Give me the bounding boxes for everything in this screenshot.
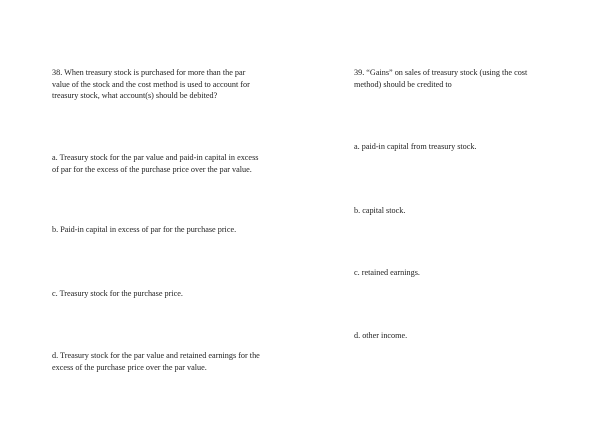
question-38-option-d: d. Treasury stock for the par value and retained earnings for the excess of the purchase price over the par value.	[52, 351, 260, 372]
question-39-option-d: d. other income.	[354, 331, 408, 340]
question-38-stem: 38. When treasury stock is purchased for more than the par value of the stock and the cost method is used to account for treasury stock, what account(s) should be debited?	[52, 68, 250, 100]
question-38-option-c: c. Treasury stock for the purchase price.	[52, 289, 183, 298]
question-38-option-a: a. Treasury stock for the par value and paid-in capital in excess of par for the excess of the purchase price over the par value.	[52, 153, 259, 174]
question-39-option-b: b. capital stock.	[354, 206, 406, 215]
question-39-option-a: a. paid-in capital from treasury stock.	[354, 142, 477, 151]
question-39-option-c: c. retained earnings.	[354, 268, 420, 277]
question-39-stem: 39. “Gains” on sales of treasury stock (using the cost method) should be credited to	[354, 68, 528, 89]
question-38-option-b: b. Paid-in capital in excess of par for the purchase price.	[52, 225, 237, 234]
